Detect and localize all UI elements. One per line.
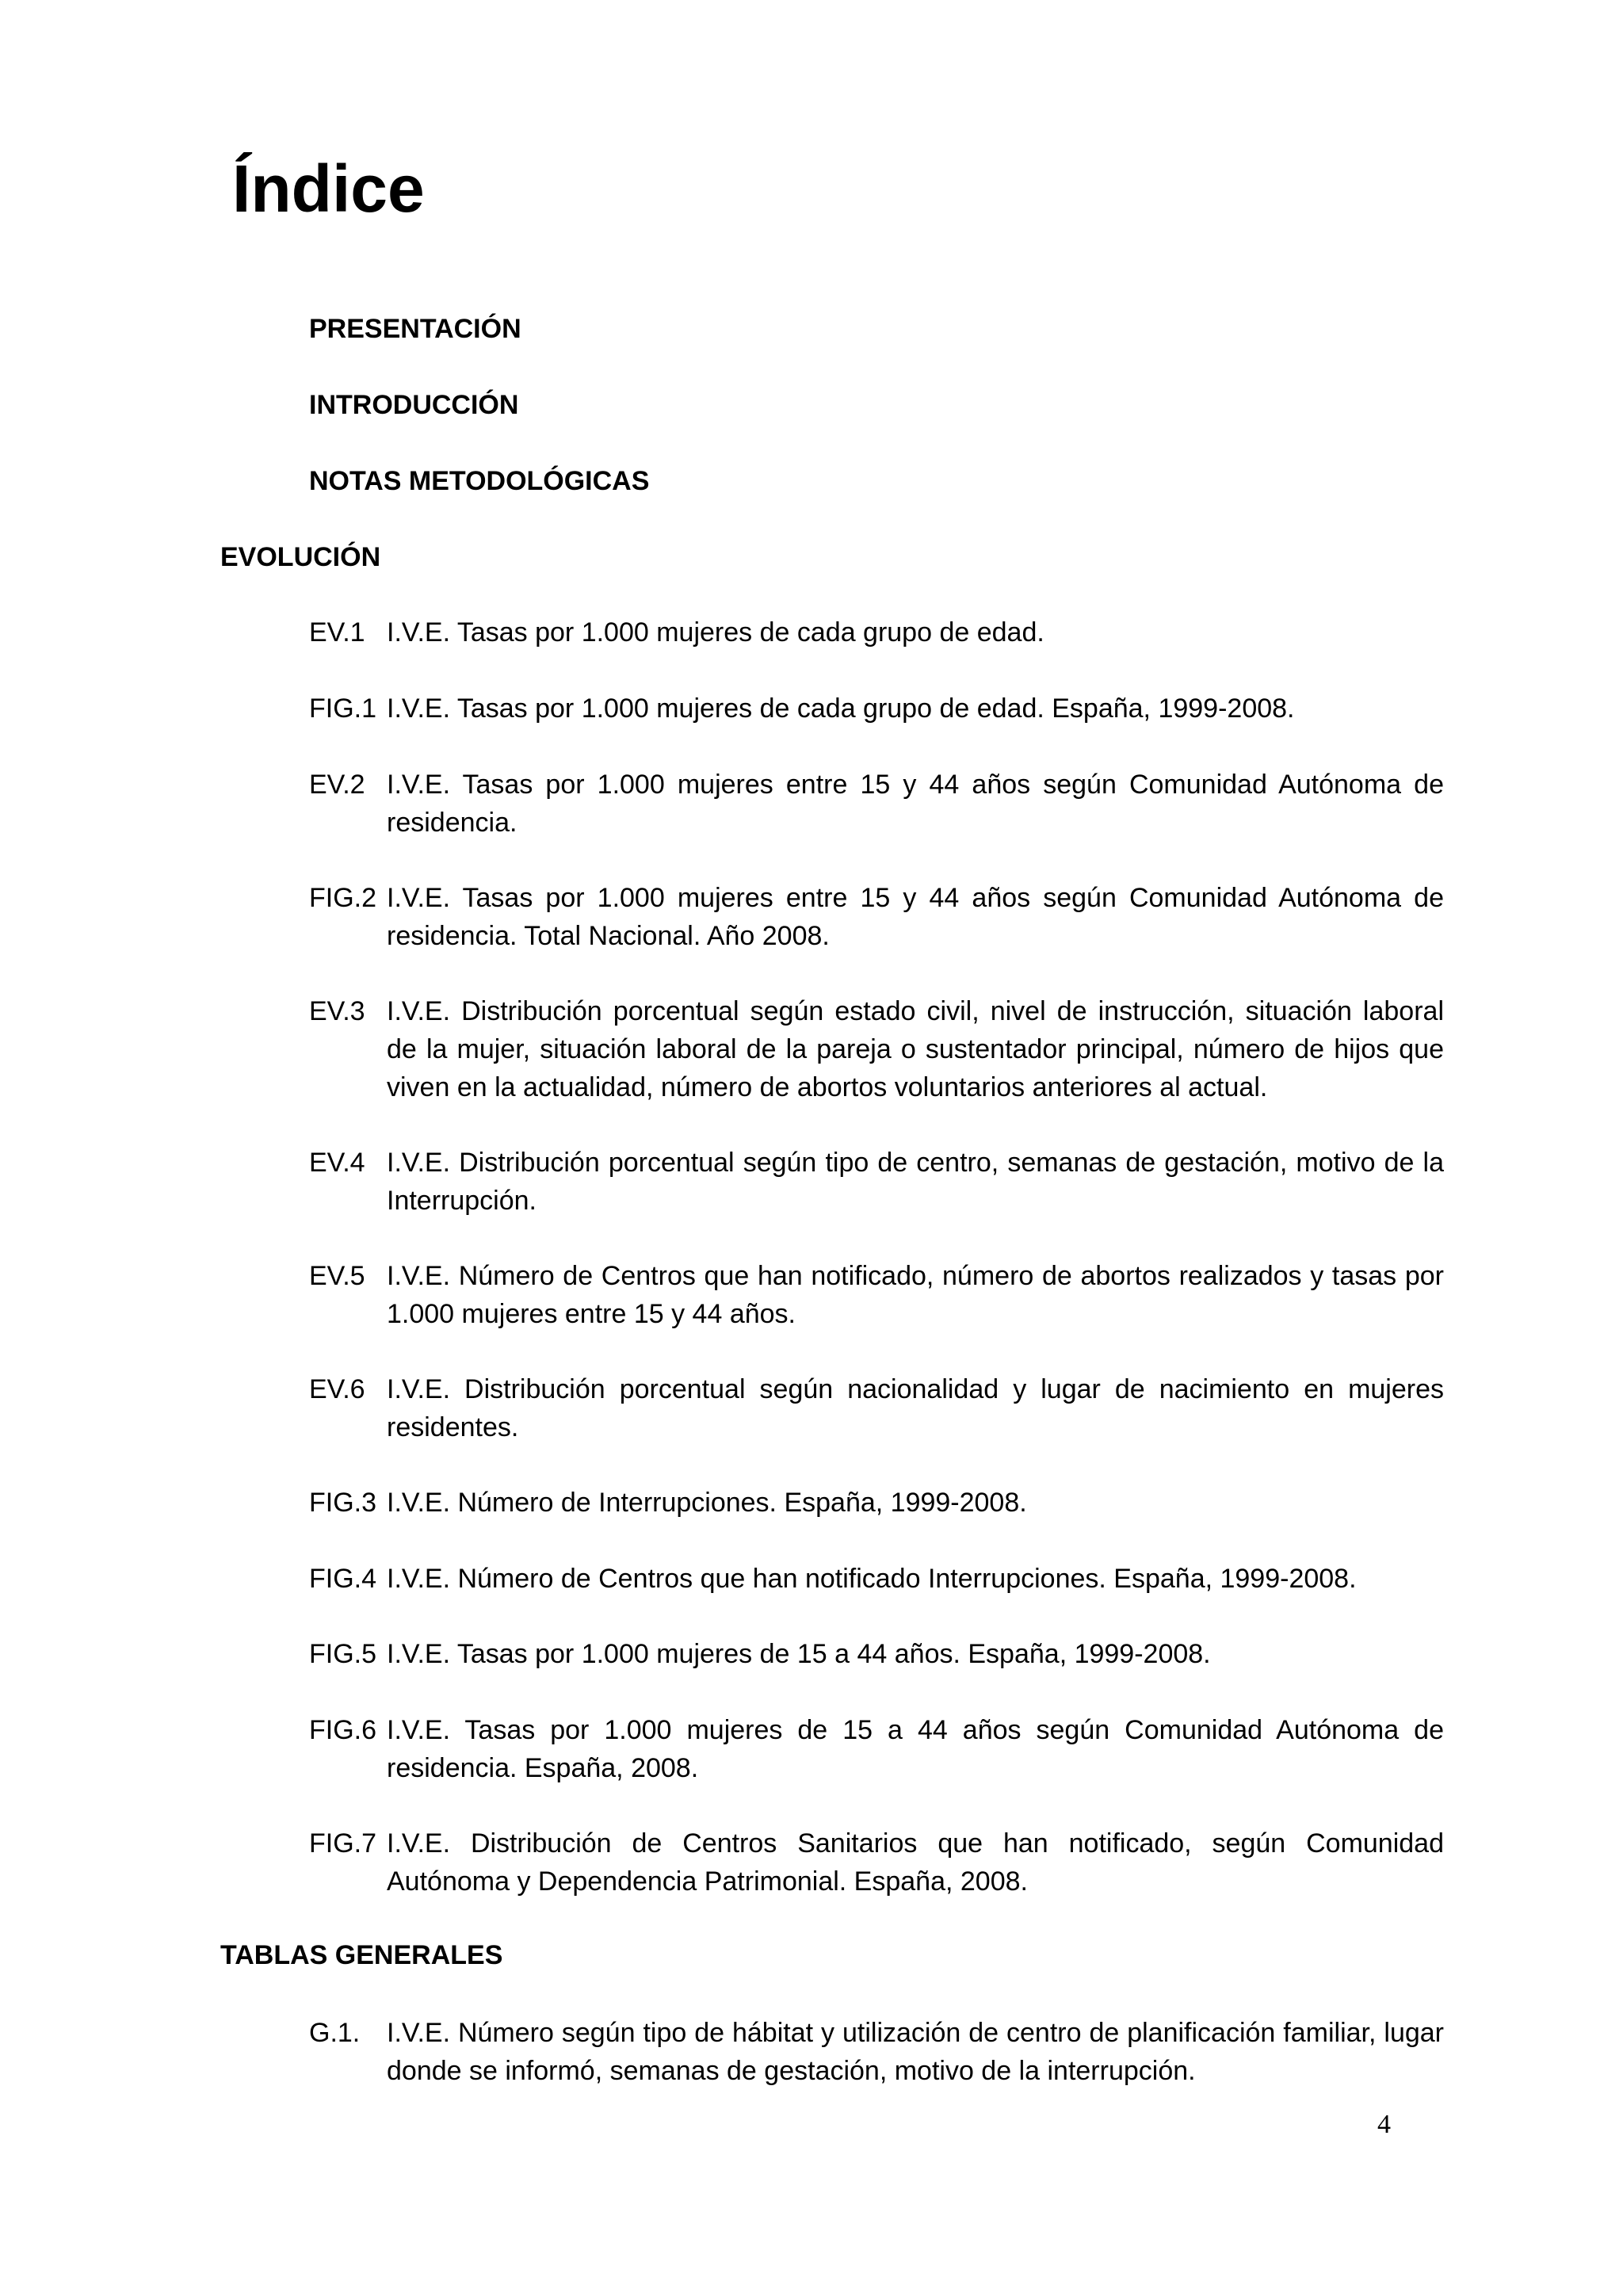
toc-entry-code: G.1. [309,2018,361,2048]
toc-entry-text: I.V.E. Distribución de Centros Sanitarios que han notificado, según Comunidad Autónoma y Dependencia Patrimonial. España, 2008. [387,1828,1444,1897]
toc-entry-text: I.V.E. Número según tipo de hábitat y utilización de centro de planificación familiar, lugar donde se informó, semanas de gestación, motivo de la interrupción. [387,2018,1444,2086]
toc-entry [309,1824,1444,1901]
toc-entry-code: FIG.1 [309,693,377,724]
toc-entry-text: I.V.E. Tasas por 1.000 mujeres de 15 a 44 años según Comunidad Autónoma de residencia. España, 2008. [387,1715,1444,1783]
page-title: Índice [232,151,425,226]
toc-item-notas-metodologicas: NOTAS METODOLÓGICAS [309,466,650,496]
section-heading-tablas-generales: TABLAS GENERALES [220,1940,503,1970]
toc-entry [309,992,1444,1106]
toc-entry [309,766,1444,842]
toc-entry-code: EV.5 [309,1261,365,1291]
toc-entry-code: EV.3 [309,996,365,1026]
toc-entry [309,1484,1444,1522]
toc-entry [309,1144,1444,1220]
toc-item-presentacion: PRESENTACIÓN [309,314,521,344]
toc-entry [309,1257,1444,1333]
toc-item-introduccion: INTRODUCCIÓN [309,390,519,420]
toc-entry [309,879,1444,955]
toc-entry-code: FIG.4 [309,1564,377,1594]
toc-entry-text: I.V.E. Distribución porcentual según tipo de centro, semanas de gestación, motivo de la Interrupción. [387,1148,1444,1216]
toc-entry-text: I.V.E. Número de Centros que han notificado, número de abortos realizados y tasas por 1.000 mujeres entre 15 y 44 años. [387,1261,1444,1329]
toc-entry [309,1560,1444,1598]
toc-entry-code: FIG.7 [309,1828,377,1859]
toc-entry-text: I.V.E. Distribución porcentual según nacionalidad y lugar de nacimiento en mujeres residentes. [387,1374,1444,1442]
toc-entry [309,1711,1444,1787]
toc-entry-text: I.V.E. Distribución porcentual según estado civil, nivel de instrucción, situación laboral de la mujer, situación laboral de la pareja o sustentador principal, número de hijos que viven en la actualidad, número de abortos voluntarios anteriores al actual. [387,996,1444,1102]
toc-entry-code: FIG.2 [309,883,377,913]
section-heading-evolucion: EVOLUCIÓN [220,542,381,572]
toc-entry-text: I.V.E. Tasas por 1.000 mujeres de 15 a 44 años. España, 1999-2008. [387,1639,1211,1669]
toc-entry [309,1635,1444,1673]
toc-entry-text: I.V.E. Tasas por 1.000 mujeres de cada grupo de edad. [387,617,1044,648]
toc-entry-text: I.V.E. Número de Interrupciones. España, 1999-2008. [387,1488,1027,1518]
toc-entry-code: EV.2 [309,770,365,800]
toc-entry-code: EV.6 [309,1374,365,1404]
toc-entry-text: I.V.E. Tasas por 1.000 mujeres entre 15 y 44 años según Comunidad Autónoma de residencia. [387,770,1444,838]
toc-entry-text: I.V.E. Número de Centros que han notificado Interrupciones. España, 1999-2008. [387,1564,1357,1594]
toc-entry-code: EV.1 [309,617,365,648]
toc-entry-code: FIG.6 [309,1715,377,1745]
toc-entry [309,2014,1444,2090]
page-number: 4 [1377,2110,1391,2139]
toc-entry [309,613,1444,651]
toc-entry [309,1370,1444,1446]
toc-entry-code: FIG.5 [309,1639,377,1669]
toc-entry-code: FIG.3 [309,1488,377,1518]
toc-entry-text: I.V.E. Tasas por 1.000 mujeres entre 15 y 44 años según Comunidad Autónoma de residencia. Total Nacional. Año 2008. [387,883,1444,951]
toc-entry-text: I.V.E. Tasas por 1.000 mujeres de cada grupo de edad. España, 1999-2008. [387,693,1295,724]
toc-entry [309,690,1444,728]
toc-entry-code: EV.4 [309,1148,365,1178]
